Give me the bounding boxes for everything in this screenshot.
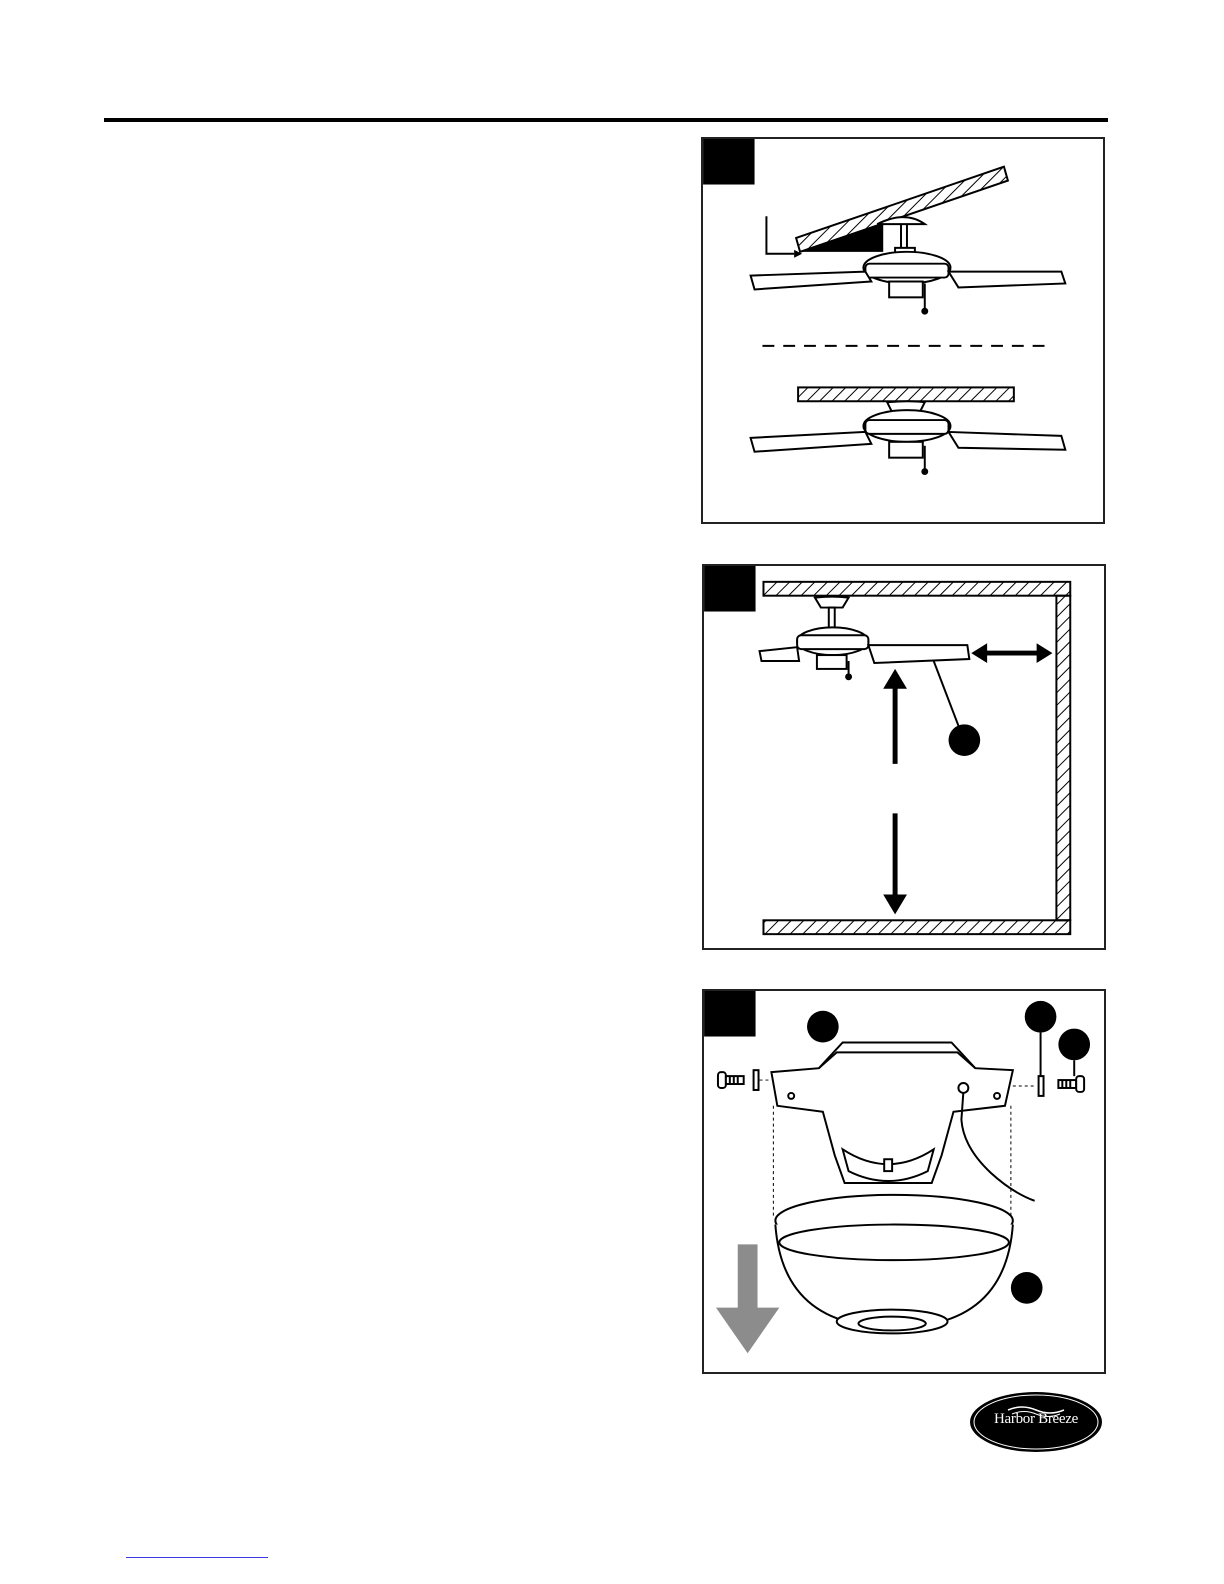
fan-on-sloped-ceiling [751,217,1066,313]
floor [763,920,1070,934]
mounting-bracket [771,1042,1034,1200]
figure-1-panel [701,137,1105,524]
callout-screw [1058,1029,1090,1061]
callout-bracket [807,1011,839,1043]
ceiling-fan [760,597,970,680]
footer-link-underline[interactable] [126,1557,268,1558]
callout-circle [949,724,981,756]
figure-3-diagram [704,991,1104,1372]
wall [1056,596,1070,921]
clearance-arrows [883,643,1052,914]
figure-number-tab [703,139,754,185]
figure-number-tab [704,566,755,612]
right-screw [1039,1076,1085,1096]
header-rule [104,118,1108,122]
figure-2-panel [702,564,1106,950]
direction-arrow [716,1244,779,1353]
figure-1-diagram [703,139,1103,522]
harbor-breeze-logo [968,1390,1104,1454]
callout-canopy [1011,1272,1043,1304]
logo-text: Harbor Breeze [994,1411,1078,1427]
callout-leader [934,661,960,728]
figure-3-panel [702,989,1106,1374]
ceiling [763,582,1070,596]
flat-ceiling [798,387,1014,401]
left-screw [718,1070,759,1090]
fan-on-flat-ceiling [751,401,1066,474]
callout-washer [1025,1001,1057,1033]
figure-2-diagram [704,566,1104,948]
figure-number-tab [704,991,755,1037]
angle-indicator-arrow [766,216,794,254]
canopy [775,1195,1013,1334]
